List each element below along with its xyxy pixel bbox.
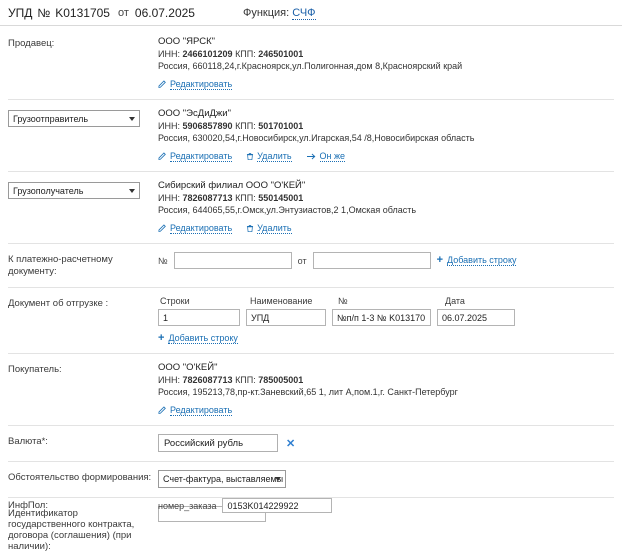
arrow-right-icon [306, 152, 317, 161]
circumstance-select-value: Счет-фактура, выставляемы [163, 474, 284, 484]
consignee-edit-label: Редактировать [170, 223, 233, 233]
buyer-kpp-label: КПП: [235, 375, 256, 385]
trash-icon [246, 224, 254, 233]
shipper-actions [158, 151, 614, 162]
shipping-doc-label: Документ об отгрузке : [8, 298, 109, 309]
column-header-date: Дата [445, 296, 465, 306]
table-row [158, 309, 614, 326]
circumstance-field [158, 470, 614, 488]
shipper-delete-button[interactable] [246, 151, 291, 162]
shipper-select-wrap [8, 108, 158, 127]
consignee-address: Россия, 644065,55,г.Омск,ул.Энтузиастов,2 1,Омская область [158, 205, 417, 215]
currency-label: Валюта*: [8, 436, 48, 447]
consignee-name: Сибирский филиал ООО "О'КЕЙ" [158, 180, 306, 191]
consignee-inn-label: ИНН: [158, 193, 180, 203]
consignee-details [158, 180, 614, 234]
seller-details [158, 36, 614, 90]
shipping-add-row-button[interactable] [158, 333, 238, 344]
shipper-details [158, 108, 614, 162]
circumstance-select[interactable] [158, 470, 286, 488]
document-title-group [8, 6, 110, 20]
info-provider-section [0, 498, 622, 512]
currency-section [8, 434, 614, 452]
payment-doc-label: К платежно-расчетному документу: [8, 254, 113, 277]
shipping-date-input[interactable]: 06.07.2025 [437, 309, 515, 326]
buyer-edit-button[interactable] [158, 405, 232, 416]
column-header-number: № [338, 296, 348, 306]
seller-section [8, 36, 614, 90]
payment-doc-number-label: № [158, 255, 168, 266]
document-date: 06.07.2025 [134, 5, 195, 20]
seller-inn-label: ИНН: [158, 49, 180, 59]
order-number-label: номер_заказа [158, 500, 217, 511]
shipping-doc-section [8, 296, 614, 344]
shipper-select[interactable] [8, 110, 140, 127]
form-content [0, 26, 622, 552]
consignee-inn-value: 7826087713 [182, 193, 233, 203]
consignee-actions [158, 223, 614, 234]
circumstance-section [8, 470, 614, 488]
payment-doc-number-input[interactable] [174, 252, 292, 269]
clear-icon[interactable]: ✕ [286, 437, 296, 450]
payment-doc-add-row-button[interactable] [437, 255, 517, 266]
pencil-icon [158, 224, 167, 233]
pencil-icon [158, 152, 167, 161]
currency-field [158, 434, 614, 452]
trash-icon [246, 152, 254, 161]
shipper-inn-value: 5906857890 [182, 121, 233, 131]
document-number: K0131705 [55, 5, 110, 20]
shipping-number-input[interactable]: №п/п 1-3 № K013170 [332, 309, 431, 326]
shipper-delete-label: Удалить [257, 151, 292, 161]
shipping-table-header [158, 296, 614, 306]
column-header-line: Строки [160, 296, 190, 306]
shipping-line-input[interactable]: 1 [158, 309, 240, 326]
shipper-edit-label: Редактировать [170, 151, 233, 161]
buyer-kpp-value: 785005001 [258, 375, 304, 385]
payment-doc-fields [158, 252, 614, 269]
buyer-inn-kpp [158, 374, 614, 386]
chevron-down-icon [129, 189, 135, 193]
consignee-delete-button[interactable] [246, 223, 291, 234]
seller-actions [158, 79, 614, 90]
shipper-inn-kpp [158, 120, 614, 132]
shipper-address: Россия, 630020,54,г.Новосибирск,ул.Игарская,54 /8,Новосибирская область [158, 133, 475, 143]
shipping-add-row-label: Добавить строку [168, 333, 238, 343]
seller-inn-value: 2466101209 [182, 49, 233, 59]
consignee-select[interactable] [8, 182, 140, 199]
buyer-inn-label: ИНН: [158, 375, 180, 385]
seller-kpp-label: КПП: [235, 49, 256, 59]
payment-doc-section [8, 252, 614, 278]
shipper-edit-button[interactable] [158, 151, 232, 162]
shipper-kpp-value: 501701001 [258, 121, 304, 131]
consignee-select-value: Грузополучатель [13, 185, 84, 196]
consignee-inn-kpp [158, 192, 614, 204]
shipper-same-as-button[interactable] [306, 151, 346, 162]
shipper-kpp-label: КПП: [235, 121, 256, 131]
number-sign: № [37, 5, 51, 20]
seller-kpp-value: 246501001 [258, 49, 304, 59]
column-header-name: Наименование [250, 296, 313, 306]
shipper-same-as-label: Он же [319, 151, 346, 161]
shipper-name: ООО "ЭсДиДжи" [158, 108, 231, 119]
pencil-icon [158, 80, 167, 89]
circumstance-label: Обстоятельство формирования: [8, 472, 152, 483]
buyer-section [8, 362, 614, 416]
chevron-down-icon [129, 117, 135, 121]
shipping-name-input[interactable]: УПД [246, 309, 326, 326]
function-value[interactable]: СЧФ [292, 6, 316, 19]
payment-doc-add-row-label: Добавить строку [447, 255, 517, 265]
consignee-edit-button[interactable] [158, 223, 232, 234]
info-provider-label: ИнфПол: [8, 500, 48, 511]
divider-payment-doc [8, 287, 614, 288]
document-header [0, 0, 622, 26]
seller-edit-button[interactable] [158, 79, 232, 90]
plus-icon: + [158, 332, 165, 344]
divider-consignee [8, 243, 614, 244]
function-label: Функция: [242, 6, 290, 19]
consignee-delete-label: Удалить [257, 223, 292, 233]
payment-doc-date-input[interactable] [313, 252, 431, 269]
buyer-details [158, 362, 614, 416]
chevron-down-icon [275, 477, 281, 481]
divider-currency [8, 461, 614, 462]
buyer-name: ООО "О'КЕЙ" [158, 362, 218, 373]
buyer-actions [158, 405, 614, 416]
divider-buyer [8, 425, 614, 426]
seller-edit-label: Редактировать [170, 79, 233, 89]
currency-input[interactable]: Российский рубль [158, 434, 278, 452]
payment-doc-date-label: от [297, 255, 307, 266]
shipper-select-value: Грузоотправитель [13, 113, 89, 124]
order-number-input[interactable]: 0153K014229922 [222, 498, 332, 513]
buyer-inn-value: 7826087713 [182, 375, 233, 385]
gov-contract-label: Идентификатор государственного контракта, договора (соглашения) (при наличии): [8, 508, 135, 552]
shipping-doc-table [158, 296, 614, 344]
consignee-select-wrap [8, 180, 158, 199]
shipper-inn-label: ИНН: [158, 121, 180, 131]
function-group [243, 7, 316, 19]
divider-shipping-doc [8, 353, 614, 354]
buyer-edit-label: Редактировать [170, 405, 233, 415]
seller-name: ООО "ЯРСК" [158, 36, 216, 47]
seller-inn-kpp [158, 48, 614, 60]
consignee-section [8, 180, 614, 234]
pencil-icon [158, 406, 167, 415]
from-label: от [117, 6, 129, 19]
divider-seller [8, 99, 614, 100]
plus-icon: + [436, 254, 444, 266]
shipper-section [8, 108, 614, 162]
document-type-label: УПД [8, 5, 33, 20]
seller-address: Россия, 660118,24,г.Красноярск,ул.Полигонная,дом 8,Красноярский край [158, 61, 463, 71]
consignee-kpp-label: КПП: [235, 193, 256, 203]
seller-label: Продавец: [8, 38, 55, 49]
buyer-label: Покупатель: [8, 364, 62, 375]
divider-shipper [8, 171, 614, 172]
buyer-address: Россия, 195213,78,пр-кт.Заневский,65 1, лит А,пом.1,г. Санкт-Петербург [158, 387, 458, 397]
consignee-kpp-value: 550145001 [258, 193, 304, 203]
